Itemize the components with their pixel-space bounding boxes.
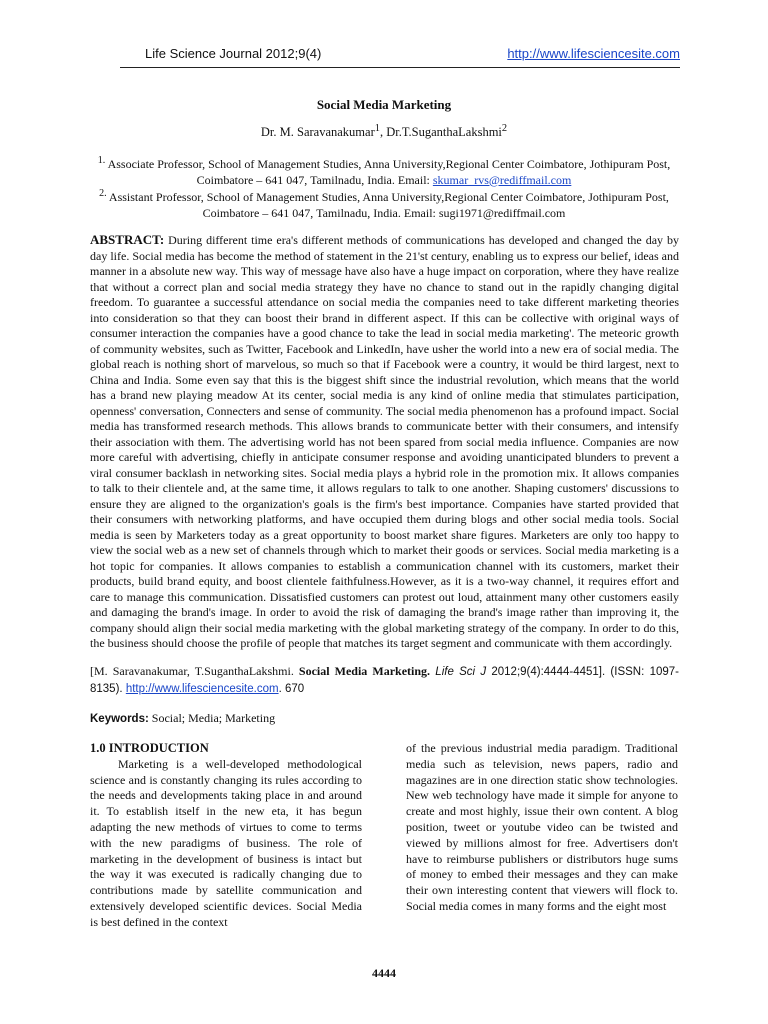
citation-prefix: [M. Saravanakumar, T.SuganthaLakshmi. bbox=[90, 664, 299, 678]
author-line bbox=[0, 123, 768, 140]
journal-website-link[interactable]: http://www.lifesciencesite.com bbox=[507, 46, 680, 61]
running-header bbox=[145, 42, 680, 62]
citation-journal: Life Sci J bbox=[430, 666, 487, 678]
citation-details: 2012;9(4):4444-4451]. (ISSN: 1097-8135). bbox=[90, 666, 679, 695]
left-column bbox=[90, 741, 362, 931]
author-superscript: 1 bbox=[374, 123, 380, 134]
author-name: Dr. M. Saravanakumar bbox=[260, 125, 375, 140]
keywords-text: Social; Media; Marketing bbox=[148, 711, 276, 725]
affiliation-2 bbox=[80, 186, 688, 221]
right-column bbox=[406, 741, 678, 915]
abstract-text: During different time era's different methods of communications has developed and changed the day by day life. Social media has become the method of statement in the 21'st century, enabling us to express our belief, ideas and manner in a absolute new way. This way of message have also have a huge impact on corporation, where they have realize that without a correct plan and social media strategy they have no chance to stand out in the rapidly changing digital freedom. To guarantee a successful attendance on social media the companies need to take different marketing theories into consideration so that they can boost their brand in different aspect. If this can be collective with original ways of consumer interaction the companies have a good chance to take the lead in social media marketing'. The meteoric growth of community websites, such as Twitter, Facebook and LinkedIn, have usher the world into a new era of social media. The global reach is nothing short of marvelous, so much so that if Facebook were a country, it would be third largest, next to China and India. Some even say that this is the biggest shift since the industrial revolution, which means that the world has a brand new playing meadow At its center, social media is any kind of online media that stimulates participation, openness' conversation, Connecters and sense of community. The social media phenomenon has a profound impact. Social media has transformed research methods. This allows brands to communicate better with their consumers, and intensify their association with them. The advertising world has not been spared from social media influence. Companies are now more careful with advertising, chiefly in anticipate consumer response and avoiding unanticipated blunders to prevent a viral consumer backlash in networking sites. Social media plays a hybrid role in the promotion mix. It allows companies to talk to their clientele and, at the same time, it allows regulars to talk to one another. Shaping customers' discussions to ensure they are aligned to the organization's goals is the firm's best importance. Companies have started provided that their consumers with networking platforms, and have occupied them during blogs and other social media tools. Social media is seen by Marketers today as a great opportunity to boost market share figures. Marketers are only too happy to view the social web as a new set of channels through which to market their goods or services. Social media marketing is a hot topic for companies. It allows companies to establish a communication channel with its customers, market their products, build brand equity, and boost clientele faithfulness.However, as it is a two-way channel, it requires effort and care to manage this communication. Dissatisfied customers can protest out loud, attainment many other customers easily and damaging the brand's image. In order to avoid the risk of damaging the brand's image rather than improving it, the company should align their social media marketing with the global marketing strategy of the company. In order to do this, the business should choose the profile of people that matches its target segment and communicate with them accordingly. bbox=[90, 233, 679, 650]
citation-title: Social Media Marketing. bbox=[298, 664, 431, 678]
affiliation-marker: 2. bbox=[99, 188, 107, 199]
paper-title: Social Media Marketing bbox=[316, 97, 452, 112]
author-email-link[interactable]: skumar_rvs@rediffmail.com bbox=[432, 172, 572, 187]
intro-paragraph-left: Marketing is a well-developed methodological science and is constantly changing its rules according to the needs and developments taking place in and around it. To establish itself in the new eta, it has begun adapting the new methods of virtues to come to terms with the new paradigms of business. The role of marketing in the development of business is intact but the way it was executed is radically changing due to contributions made by satellite communication and extensively developed scientific devices. Social Media is best defined in the context bbox=[90, 756, 362, 929]
keywords-label: Keywords: bbox=[90, 713, 149, 725]
author-superscript: 2 bbox=[501, 123, 508, 134]
author-email: sugi1971@rediffmail.com bbox=[438, 205, 566, 220]
affiliation-text: Associate Professor, School of Management Studies, Anna University,Regional Center Coimbatore, Jothipuram Post, Coimbatore – 641 047, Tamilnadu, India. Email: bbox=[105, 157, 671, 187]
abstract bbox=[90, 232, 679, 652]
intro-paragraph-right: of the previous industrial media paradigm. Traditional media such as television, news papers, radio and magazines are in one direction static show technologies. New web technology have made it simple for anyone to create and most highly, issue their own content. A blog position, tweet or youtube video can be twisted and viewed by millions almost for free. Advertisers don't have to reimburse publishers or distributors huge sums of money to embed their messages and they can make their own interesting content that viewers will flock to. Social media comes in many forms and the eight most bbox=[406, 741, 678, 913]
author-separator: , bbox=[379, 125, 387, 140]
citation bbox=[90, 664, 679, 697]
keywords bbox=[90, 711, 679, 726]
author-name: Dr.T.SuganthaLakshmi bbox=[386, 125, 502, 140]
affiliation-1 bbox=[80, 153, 688, 188]
abstract-label: ABSTRACT: bbox=[90, 232, 165, 247]
page-number: 4444 bbox=[372, 966, 396, 980]
affiliation-marker: 1. bbox=[97, 155, 106, 166]
header-divider bbox=[120, 67, 680, 68]
affiliation-text: Assistant Professor, School of Management Studies, Anna University,Regional Center Coimbatore, Jothipuram Post, Coimbatore – 641 047, Tamilnadu, India. Email: bbox=[106, 190, 669, 220]
citation-suffix: . 670 bbox=[278, 682, 305, 695]
section-heading: 1.0 INTRODUCTION bbox=[90, 741, 209, 755]
citation-url-link[interactable]: http://www.lifesciencesite.com bbox=[125, 682, 279, 695]
journal-name: Life Science Journal 2012;9(4) bbox=[145, 46, 322, 61]
